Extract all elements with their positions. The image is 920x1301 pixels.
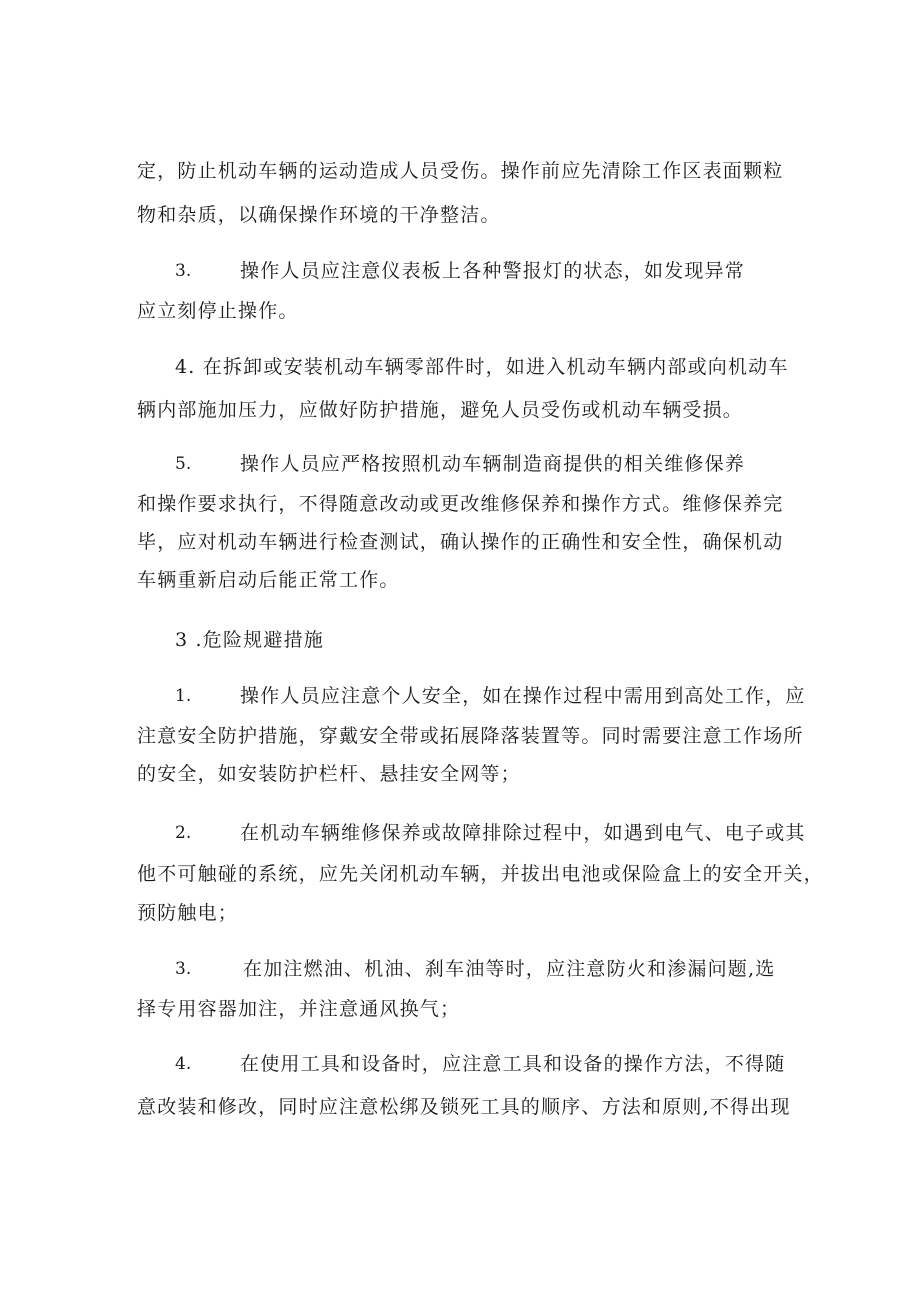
item-3-number: 3. xyxy=(175,261,192,281)
item-5-line-4: 车辆重新启动后能正常工作。 xyxy=(137,569,400,591)
section-item-2-number: 2. xyxy=(175,823,192,843)
item-3-line-2: 应立刻停止操作。 xyxy=(137,300,299,322)
section-item-1-number: 1. xyxy=(175,686,192,706)
section-item-2-text: 在机动车辆维修保养或故障排除过程中，如遇到电气、电子或其 xyxy=(240,822,806,844)
section-item-2-line-2: 他不可触碰的系统，应先关闭机动车辆，并拔出电池或保险盒上的安全开关， xyxy=(137,863,824,885)
item-5-line-3: 毕，应对机动车辆进行检查测试，确认操作的正确性和安全性，确保机动 xyxy=(137,531,784,553)
item-5-text: 操作人员应严格按照机动车辆制造商提供的相关维修保养 xyxy=(240,453,746,475)
section-item-1-text: 操作人员应注意个人安全，如在操作过程中需用到高处工作，应 xyxy=(240,685,806,707)
section-item-4-text: 在使用工具和设备时，应注意工具和设备的操作方法，不得随 xyxy=(240,1053,786,1075)
item-5-line-2: 和操作要求执行，不得随意改动或更改维修保养和操作方式。维修保养完 xyxy=(137,493,784,515)
section-item-1-line-3: 的安全，如安装防护栏杆、悬挂安全网等； xyxy=(137,763,521,785)
intro-line-1: 定，防止机动车辆的运动造成人员受伤。操作前应先清除工作区表面颗粒 xyxy=(137,160,784,182)
intro-line-2: 物和杂质，以确保操作环境的干净整洁。 xyxy=(137,204,501,226)
item-5-number: 5. xyxy=(175,454,192,474)
section-item-4-line-2: 意改装和修改，同时应注意松绑及锁死工具的顺序、方法和原则,不得出现 xyxy=(137,1096,791,1118)
section-item-1-line-2: 注意安全防护措施，穿戴安全带或拓展降落装置等。同时需要注意工作场所 xyxy=(137,725,804,747)
section-heading: 3 .危险规避措施 xyxy=(175,629,324,651)
item-4-line-1: 4. 在拆卸或安装机动车辆零部件时，如进入机动车辆内部或向机动车 xyxy=(175,356,789,378)
item-3-text: 操作人员应注意仪表板上各种警报灯的状态，如发现异常 xyxy=(240,260,746,282)
section-item-3-number: 3. xyxy=(175,959,192,979)
item-4-line-2: 辆内部施加压力，应做好防护措施，避免人员受伤或机动车辆受损。 xyxy=(137,399,744,421)
section-item-4-number: 4. xyxy=(175,1054,192,1074)
section-item-2-line-3: 预防触电； xyxy=(137,902,239,924)
section-item-3-text: 在加注燃油、机油、刹车油等时，应注意防火和渗漏问题,选 xyxy=(243,958,776,980)
section-item-3-line-2: 择专用容器加注，并注意通风换气； xyxy=(137,998,461,1020)
